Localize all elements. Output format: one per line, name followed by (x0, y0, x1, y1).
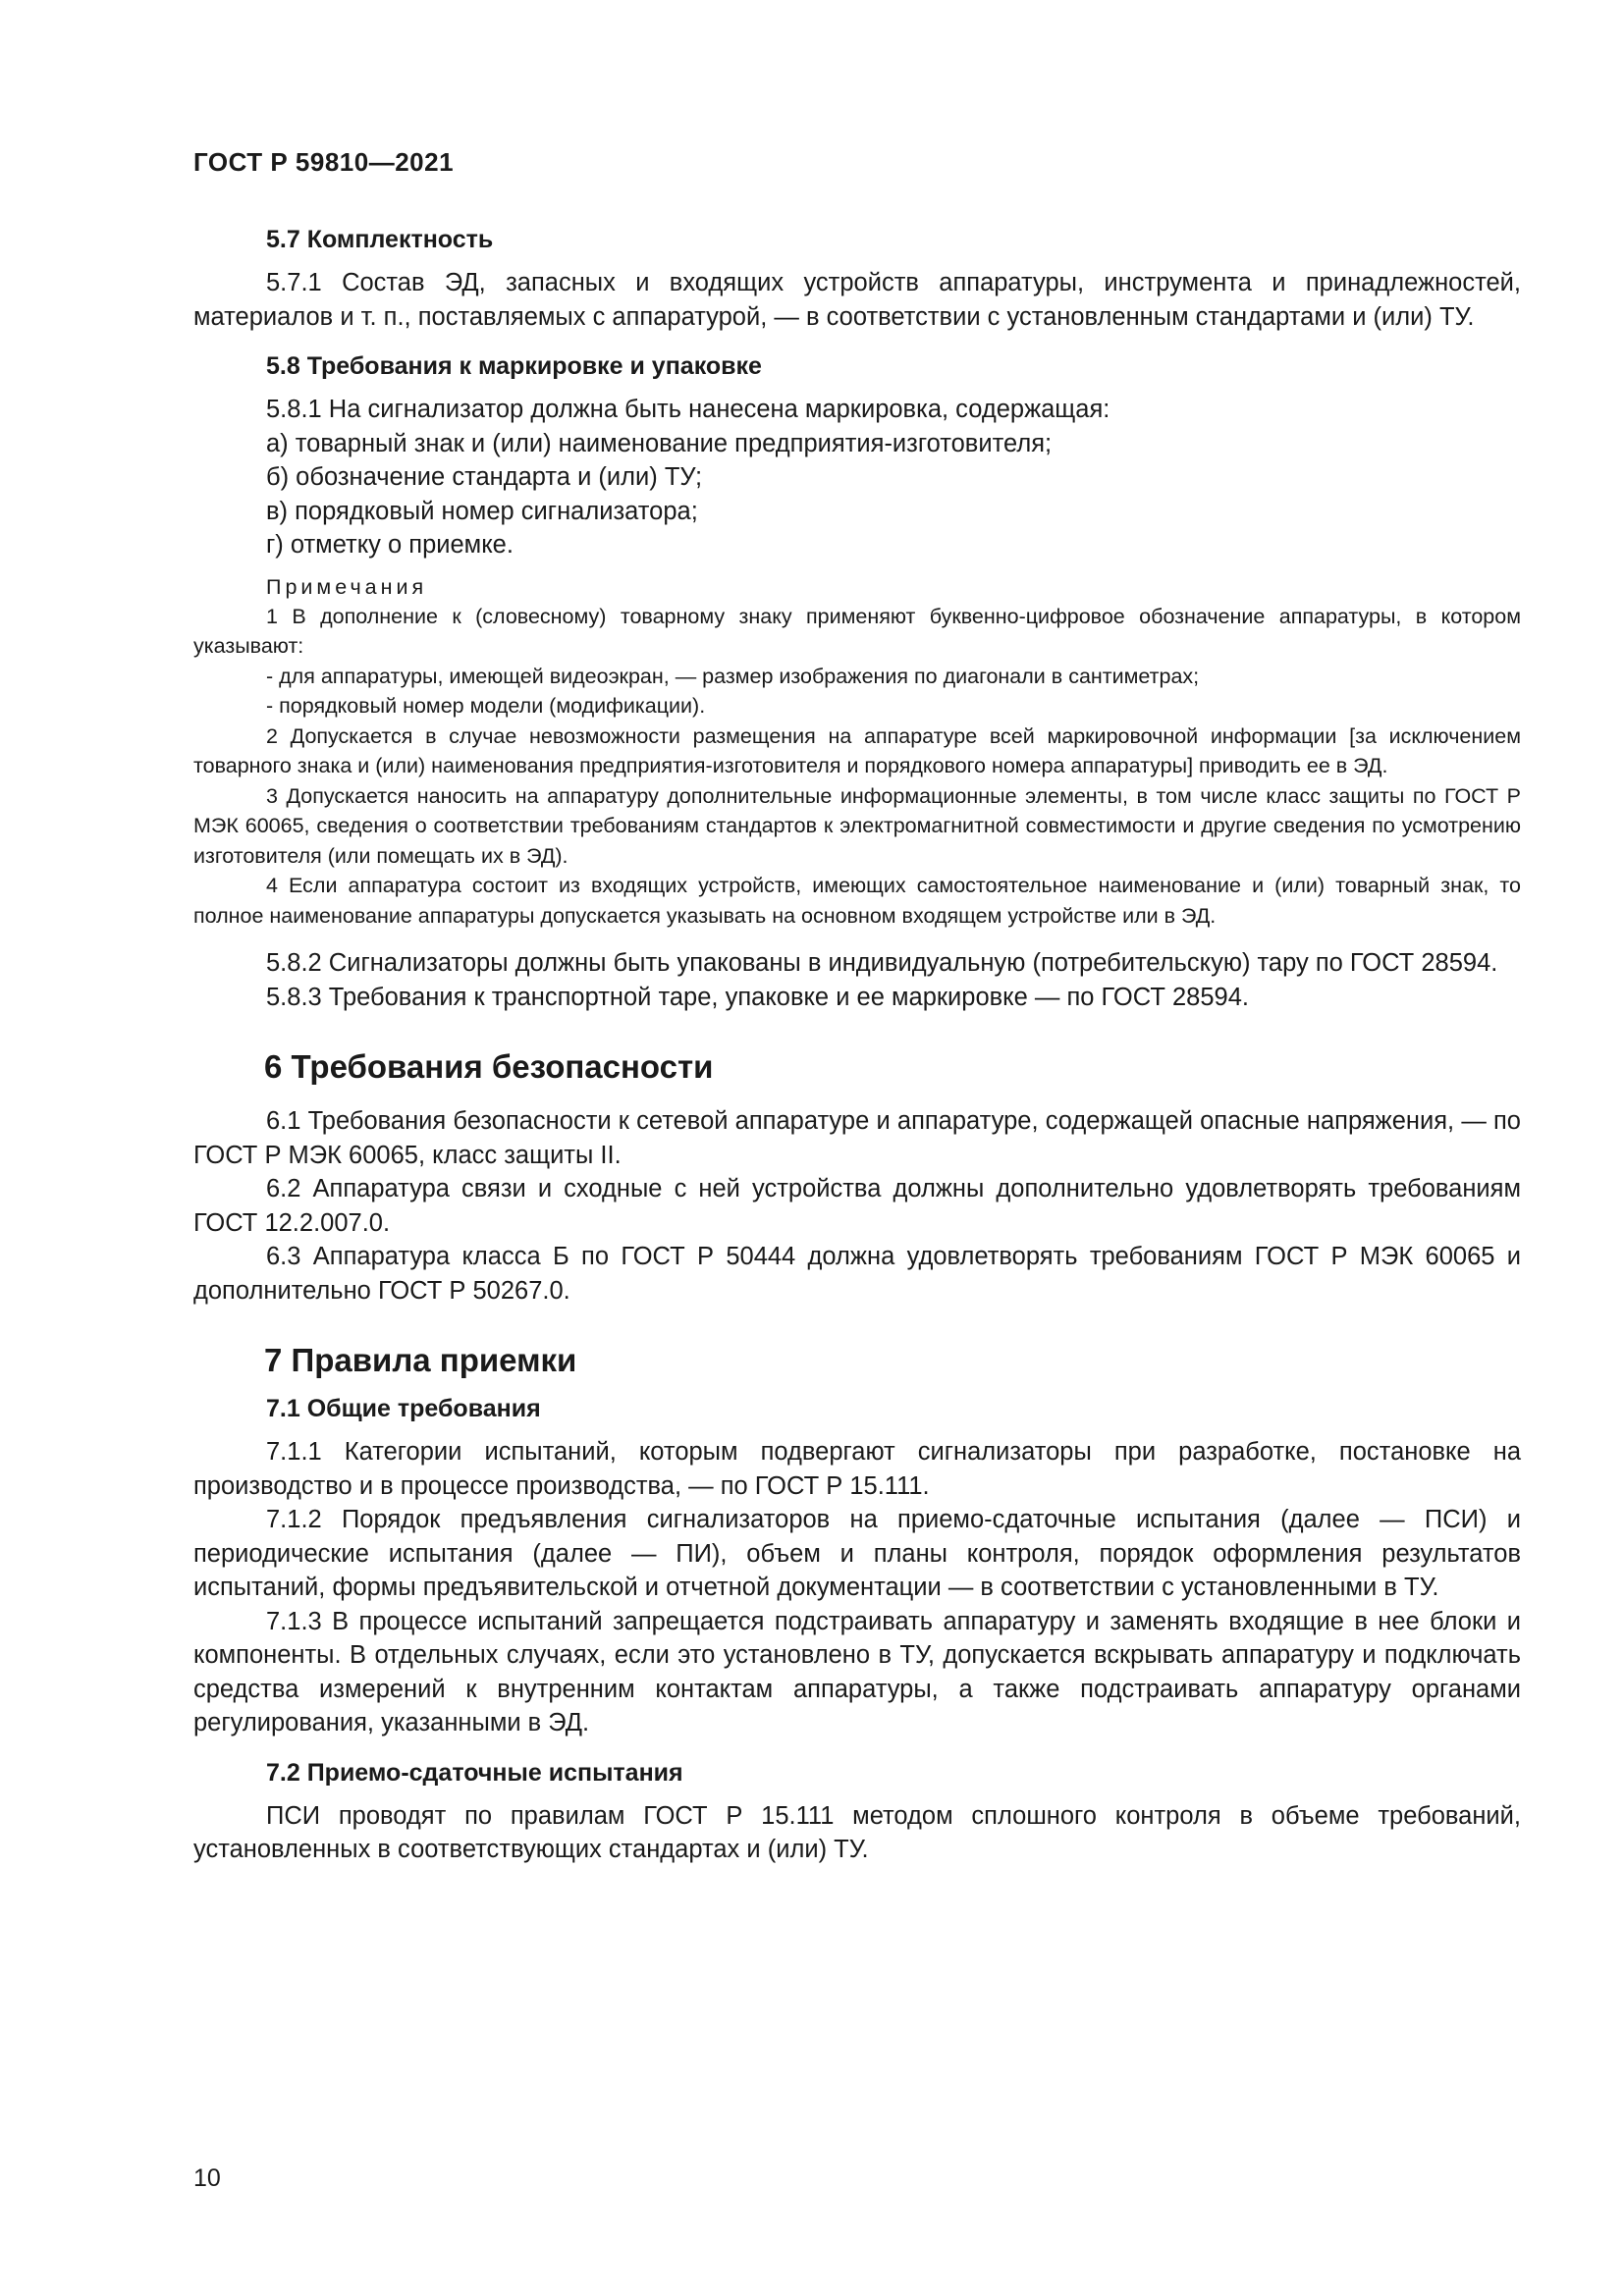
note-item: 4 Если аппаратура состоит из входящих устройств, имеющих самостоятельное наименование и (или) товарный знак, то полное наименование аппаратуры допускается указывать на основном входящем устройстве или в ЭД. (193, 874, 1521, 928)
list-item: а) товарный знак и (или) наименование предприятия-изготовителя; (266, 429, 1053, 457)
paragraph-7-1-3: 7.1.3 В процессе испытаний запрещается подстраивать аппаратуру и заменять входящие в нее блоки и компоненты. В отдельных случаях, если это установлено в ТУ, допускается вскрывать аппаратуру и подключать средства измерений к внутренним контактам аппаратуры, а также подстраивать аппаратуру органами регулирования, указанными в ЭД. (193, 1607, 1521, 1736)
paragraph-6-3: 6.3 Аппаратура класса Б по ГОСТ Р 50444 должна удовлетворять требованиям ГОСТ Р МЭК 60065 и дополнительно ГОСТ Р 50267.0. (193, 1243, 1521, 1305)
paragraph-5-8-2: 5.8.2 Сигнализаторы должны быть упакованы в индивидуальную (потребительскую) тару по ГОСТ 28594. (266, 949, 1498, 977)
paragraph-7-2: ПСИ проводят по правилам ГОСТ Р 15.111 методом сплошного контроля в объеме требований, установленных в соответствующих стандартах и (или) ТУ. (193, 1801, 1521, 1863)
note-item: - для аппаратуры, имеющей видеоэкран, — размер изображения по диагонали в сантиметрах; (266, 664, 1200, 688)
paragraph-5-8-3: 5.8.3 Требования к транспортной таре, упаковке и ее маркировке — по ГОСТ 28594. (266, 983, 1249, 1011)
note-item: 3 Допускается наносить на аппаратуру дополнительные информационные элементы, в том числе класс защиты по ГОСТ Р МЭК 60065, сведения о соответствии требованиям стандартов к электромагнитной совместимости и другие сведения по усмотрению изготовителя (или помещать их в ЭД). (193, 783, 1521, 868)
note-item: 1 В дополнение к (словесному) товарному знаку применяют буквенно-цифровое обозначение аппаратуры, в котором указывают: (193, 604, 1521, 658)
page-content (193, 221, 1521, 1867)
paragraph-5-7-1: 5.7.1 Состав ЭД, запасных и входящих устройств аппаратуры, инструмента и принадлежностей, материалов и т. п., поставляемых с аппаратурой, — в соответствии с установленным стандартами и (или) ТУ. (193, 269, 1521, 331)
list-item: в) порядковый номер сигнализатора; (266, 497, 698, 525)
list-item: б) обозначение стандарта и (или) ТУ; (266, 463, 703, 491)
paragraph-7-1-1: 7.1.1 Категории испытаний, которым подвергают сигнализаторы при разработке, постановке на производство и в процессе производства, — по ГОСТ Р 15.111. (193, 1438, 1521, 1500)
section-7-1-heading: 7.1 Общие требования (266, 1395, 541, 1422)
paragraph-6-2: 6.2 Аппаратура связи и сходные с ней устройства должны дополнительно удовлетворять требованиям ГОСТ 12.2.007.0. (193, 1175, 1521, 1237)
note-item: - порядковый номер модели (модификации). (266, 694, 706, 718)
paragraph-6-1: 6.1 Требования безопасности к сетевой аппаратуре и аппаратуре, содержащей опасные напряжения, — по ГОСТ Р МЭК 60065, класс защиты II. (193, 1107, 1521, 1169)
page-number: 10 (193, 2164, 221, 2192)
notes-heading: Примечания (266, 574, 428, 599)
section-7-heading: 7 Правила приемки (264, 1342, 577, 1378)
note-item: 2 Допускается в случае невозможности размещения на аппаратуре всей маркировочной информации [за исключением товарного знака и (или) наименования предприятия-изготовителя и порядкового номера аппаратуры] приводить ее в ЭД. (193, 723, 1521, 777)
section-7-2-heading: 7.2 Приемо-сдаточные испытания (266, 1758, 683, 1787)
section-5-7-heading: 5.7 Комплектность (266, 226, 494, 253)
section-5-8-heading: 5.8 Требования к маркировке и упаковке (266, 352, 762, 380)
paragraph-5-8-1: 5.8.1 На сигнализатор должна быть нанесена маркировка, содержащая: (266, 396, 1110, 423)
section-6-heading: 6 Требования безопасности (264, 1048, 714, 1085)
list-item: г) отметку о приемке. (266, 531, 514, 559)
document-code: ГОСТ Р 59810—2021 (193, 147, 455, 177)
paragraph-7-1-2: 7.1.2 Порядок предъявления сигнализаторов на приемо-сдаточные испытания (далее — ПСИ) и периодические испытания (далее — ПИ), объем и планы контроля, порядок оформления результатов испытаний, формы предъявительской и отчетной документации — в соответствии с установленными в ТУ. (193, 1506, 1521, 1601)
